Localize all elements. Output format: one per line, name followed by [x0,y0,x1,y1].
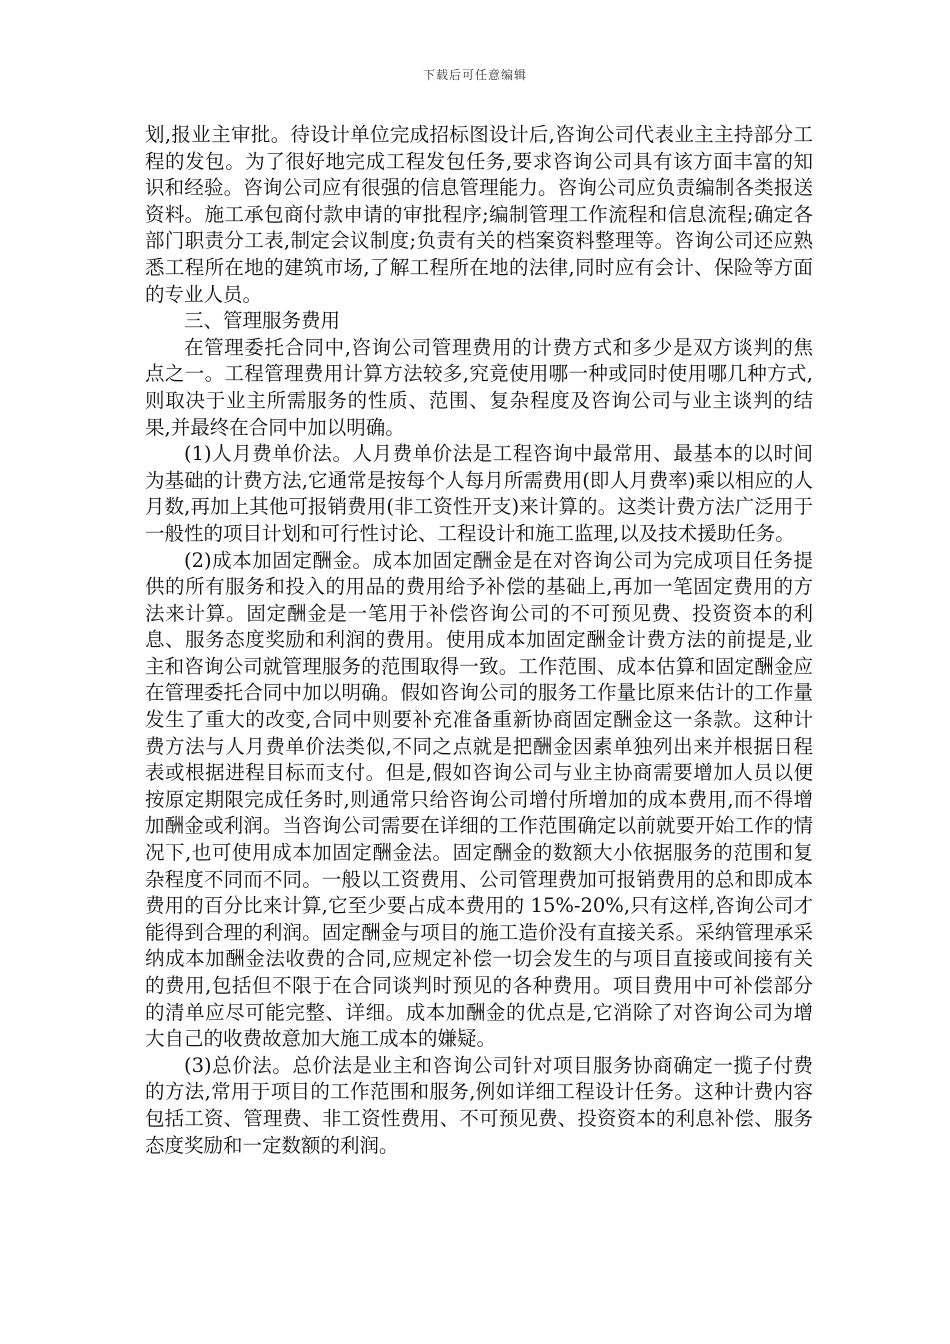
document-body [145,122,813,1159]
paragraph-method-2: (2)成本加固定酬金。成本加固定酬金是在对咨询公司为完成项目任务提供的所有服务和投入的用品的费用给予补偿的基础上,再加一笔固定费用的方法来计算。固定酬金是一笔用于补偿咨询公司的不可预见费、投资资本的利息、服务态度奖励和利润的费用。使用成本加固定酬金计费方法的前提是,业主和咨询公司就管理服务的范围取得一致。工作范围、成本估算和固定酬金应在管理委托合同中加以明确。假如咨询公司的服务工作量比原来估计的工作量发生了重大的改变,合同中则要补充准备重新协商固定酬金这一条款。这种计费方法与人月费单价法类似,不同之点就是把酬金因素单独列出来并根据日程表或根据进程目标而支付。但是,假如咨询公司与业主协商需要增加人员以便按原定期限完成任务时,则通常只给咨询公司增付所增加的成本费用,而不得增加酬金或利润。当咨询公司需要在详细的工作范围确定以前就要开始工作的情况下,也可使用成本加固定酬金法。固定酬金的数额大小依据服务的范围和复杂程度不同而不同。一般以工资费用、公司管理费加可报销费用的总和即成本费用的百分比来计算,它至少要占成本费用的 15%-20%,只有这样,咨询公司才能得到合理的利润。固定酬金与项目的施工造价没有直接关系。采纳管理承采纳成本加酬金法收费的合同,应规定补偿一切会发生的与项目直接或间接有关的费用,包括但不限于在合同谈判时预见的各种费用。项目费用中可补偿部分的清单应尽可能完整、详细。成本加酬金的优点是,它消除了对咨询公司为增大自己的收费故意加大施工成本的嫌疑。 [145,548,813,1051]
paragraph-method-3: (3)总价法。总价法是业主和咨询公司针对项目服务协商确定一揽子付费的方法,常用于项目的工作范围和服务,例如详细工程设计任务。这种计费内容包括工资、管理费、非工资性费用、不可预见费、投资资本的利息补偿、服务态度奖励和一定数额的利润。 [145,1053,813,1157]
paragraph-method-1: (1)人月费单价法。人月费单价法是工程咨询中最常用、最基本的以时间为基础的计费方法,它通常是按每个人每月所需费用(即人月费率)乘以相应的人月数,再加上其他可报销费用(非工资性开支)来计算的。这类计费方法广泛用于一般性的项目计划和可行性讨论、工程设计和施工监理,以及技术援助任务。 [145,442,813,545]
page-header: 下载后可任意编辑 [422,68,527,82]
paragraph-continuation: 划,报业主审批。待设计单位完成招标图设计后,咨询公司代表业主主持部分工程的发包。为了很好地完成工程发包任务,要求咨询公司具有该方面丰富的知识和经验。咨询公司应有很强的信息管理能力。咨询公司应负责编制各类报送资料。施工承包商付款申请的审批程序;编制管理工作流程和信息流程;确定各部门职责分工表,制定会议制度;负责有关的档案资料整理等。咨询公司还应熟悉工程所在地的建筑市场,了解工程所在地的法律,同时应有会计、保险等方面的专业人员。 [145,123,813,306]
section-heading: 三、管理服务费用 [184,309,341,333]
paragraph-intro: 在管理委托合同中,咨询公司管理费用的计费方式和多少是双方谈判的焦点之一。工程管理费用计算方法较多,究竟使用哪一种或同时使用哪几种方式,则取决于业主所需服务的性质、范围、复杂程度及咨询公司与业主谈判的结果,并最终在合同中加以明确。 [145,335,813,439]
